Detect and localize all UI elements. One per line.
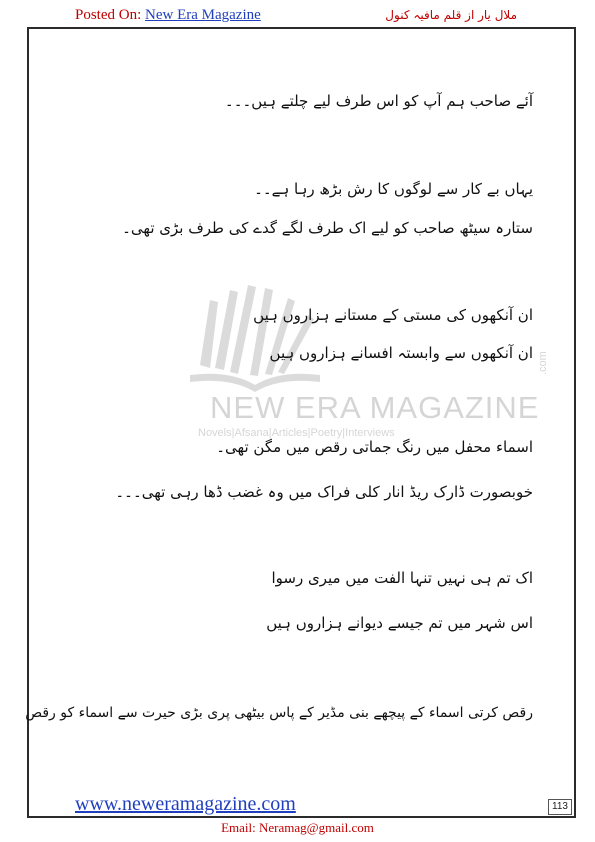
watermark-domain: .com	[537, 351, 549, 375]
body-line: خوبصورت ڈارک ریڈ انار کلی فراک میں وہ غضب ڈھا رہی تھی۔۔۔	[115, 483, 533, 501]
page-header	[0, 4, 595, 28]
posted-label: Posted On:	[75, 7, 142, 23]
body-line: رقص کرتی اسماء کے پیچھے بنی مڈیر کے پاس بیٹھی پری بڑی حیرت سے اسماء کو رقص	[25, 705, 533, 721]
watermark-tagline: Novels|Afsana|Articles|Poetry|Interviews	[198, 427, 395, 439]
page-number: 113	[548, 799, 572, 815]
email-footer: Email: Neramag@gmail.com	[221, 820, 374, 835]
body-line: اس شہر میں تم جیسے دیوانے ہزاروں ہیں	[266, 614, 533, 632]
watermark-title: NEW ERA MAGAZINE	[210, 390, 540, 425]
website-link[interactable]: www.neweramagazine.com	[75, 793, 296, 815]
body-line: ان آنکھوں سے وابستہ افسانے ہزاروں ہیں	[269, 344, 533, 362]
body-line: یہاں بے کار سے لوگوں کا رش بڑھ رہا ہے۔۔	[254, 180, 533, 198]
body-line: ان آنکھوں کی مستی کے مستانے ہزاروں ہیں	[253, 306, 533, 324]
author-credit: ملال یار از قلم مافیہ کنول	[385, 8, 517, 22]
body-line: اسماء محفل میں رنگ جماتی رقص میں مگن تھی۔	[216, 438, 533, 456]
magazine-link[interactable]: New Era Magazine	[145, 7, 261, 23]
body-line: آئے صاحب ہم آپ کو اس طرف لیے چلتے ہیں۔۔۔	[224, 92, 533, 110]
posted-on	[75, 7, 261, 24]
body-line: ستارہ سیٹھ صاحب کو لیے اک طرف لگے گدے کی طرف بڑی تھی۔	[122, 219, 533, 237]
body-line: اک تم ہی نہیں تنہا الفت میں میری رسوا	[271, 569, 533, 587]
book-logo-icon	[170, 280, 340, 400]
